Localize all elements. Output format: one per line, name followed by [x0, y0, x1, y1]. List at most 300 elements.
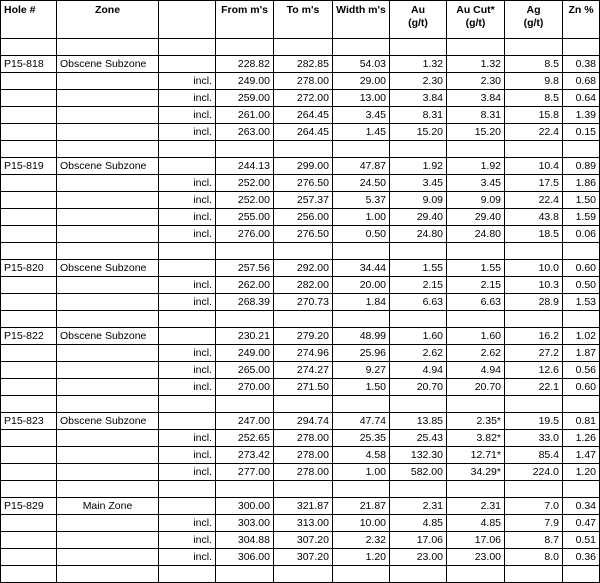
au-cell: 2.15 [390, 277, 447, 294]
au-cut-cell: 3.84 [447, 90, 505, 107]
zn-cell: 0.38 [563, 56, 600, 73]
spacer-row [1, 396, 600, 413]
hole-cell [1, 549, 57, 566]
empty-cell [563, 39, 600, 56]
empty-cell [505, 39, 563, 56]
to-cell: 313.00 [274, 515, 333, 532]
table-row [1, 192, 600, 209]
zn-cell: 1.87 [563, 345, 600, 362]
from-cell: 304.88 [216, 532, 274, 549]
empty-cell [274, 481, 333, 498]
empty-cell [505, 311, 563, 328]
from-cell: 228.82 [216, 56, 274, 73]
from-cell: 257.56 [216, 260, 274, 277]
to-cell: 270.73 [274, 294, 333, 311]
from-cell: 306.00 [216, 549, 274, 566]
empty-cell [159, 481, 216, 498]
zn-cell: 0.56 [563, 362, 600, 379]
from-cell: 249.00 [216, 345, 274, 362]
zn-cell: 1.86 [563, 175, 600, 192]
incl-cell [159, 328, 216, 345]
zn-cell: 1.02 [563, 328, 600, 345]
spacer-row [1, 141, 600, 158]
ag-cell: 27.2 [505, 345, 563, 362]
width-cell: 1.50 [333, 379, 390, 396]
empty-cell [1, 481, 57, 498]
from-cell: 268.39 [216, 294, 274, 311]
width-cell: 34.44 [333, 260, 390, 277]
header-from: From m's [216, 1, 274, 39]
ag-cell: 10.4 [505, 158, 563, 175]
empty-cell [159, 243, 216, 260]
zone-cell: Obscene Subzone [57, 413, 159, 430]
empty-cell [57, 141, 159, 158]
zn-cell: 0.50 [563, 277, 600, 294]
zone-cell [57, 124, 159, 141]
au-cut-cell: 1.92 [447, 158, 505, 175]
zone-cell [57, 549, 159, 566]
table-row [1, 362, 600, 379]
hole-cell [1, 447, 57, 464]
zn-cell: 1.39 [563, 107, 600, 124]
from-cell: 252.00 [216, 192, 274, 209]
au-cell: 13.85 [390, 413, 447, 430]
ag-cell: 224.0 [505, 464, 563, 481]
ag-cell: 28.9 [505, 294, 563, 311]
ag-cell: 15.8 [505, 107, 563, 124]
empty-cell [57, 396, 159, 413]
header-width: Width m's [333, 1, 390, 39]
zone-cell [57, 73, 159, 90]
incl-cell: incl. [159, 549, 216, 566]
width-cell: 29.00 [333, 73, 390, 90]
empty-cell [390, 311, 447, 328]
empty-cell [390, 396, 447, 413]
to-cell: 307.20 [274, 549, 333, 566]
au-cell: 2.62 [390, 345, 447, 362]
width-cell: 24.50 [333, 175, 390, 192]
header-blank [159, 1, 216, 39]
au-cell: 4.85 [390, 515, 447, 532]
incl-cell: incl. [159, 209, 216, 226]
table-row [1, 107, 600, 124]
ag-cell: 10.0 [505, 260, 563, 277]
to-cell: 278.00 [274, 430, 333, 447]
empty-cell [563, 243, 600, 260]
au-cut-cell: 17.06 [447, 532, 505, 549]
empty-cell [447, 243, 505, 260]
empty-cell [1, 311, 57, 328]
hole-cell [1, 226, 57, 243]
zone-cell [57, 379, 159, 396]
au-cell: 25.43 [390, 430, 447, 447]
au-cell: 29.40 [390, 209, 447, 226]
table-row [1, 277, 600, 294]
to-cell: 292.00 [274, 260, 333, 277]
to-cell: 272.00 [274, 90, 333, 107]
au-cell: 1.32 [390, 56, 447, 73]
incl-cell: incl. [159, 515, 216, 532]
ag-cell: 9.8 [505, 73, 563, 90]
empty-cell [505, 481, 563, 498]
ag-cell: 8.0 [505, 549, 563, 566]
from-cell: 273.42 [216, 447, 274, 464]
zn-cell: 0.81 [563, 413, 600, 430]
zn-cell: 1.53 [563, 294, 600, 311]
empty-cell [159, 396, 216, 413]
table-row [1, 430, 600, 447]
au-cell: 2.30 [390, 73, 447, 90]
to-cell: 257.37 [274, 192, 333, 209]
hole-cell: P15-819 [1, 158, 57, 175]
ag-cell: 33.0 [505, 430, 563, 447]
ag-cell: 10.3 [505, 277, 563, 294]
incl-cell: incl. [159, 430, 216, 447]
empty-cell [57, 481, 159, 498]
empty-cell [447, 39, 505, 56]
incl-cell: incl. [159, 226, 216, 243]
ag-cell: 43.8 [505, 209, 563, 226]
to-cell: 256.00 [274, 209, 333, 226]
au-cut-cell: 3.82* [447, 430, 505, 447]
incl-cell: incl. [159, 345, 216, 362]
table-row [1, 158, 600, 175]
ag-cell: 8.5 [505, 90, 563, 107]
to-cell: 294.74 [274, 413, 333, 430]
hole-cell [1, 430, 57, 447]
table-row [1, 226, 600, 243]
au-cut-cell: 2.30 [447, 73, 505, 90]
zone-cell: Obscene Subzone [57, 328, 159, 345]
width-cell: 5.37 [333, 192, 390, 209]
ag-cell: 18.5 [505, 226, 563, 243]
table-row [1, 532, 600, 549]
from-cell: 247.00 [216, 413, 274, 430]
from-cell: 303.00 [216, 515, 274, 532]
incl-cell [159, 158, 216, 175]
to-cell: 276.50 [274, 175, 333, 192]
zn-cell: 0.51 [563, 532, 600, 549]
width-cell: 1.20 [333, 549, 390, 566]
zone-cell: Obscene Subzone [57, 158, 159, 175]
au-cell: 23.00 [390, 549, 447, 566]
table-row [1, 464, 600, 481]
au-cut-cell: 4.94 [447, 362, 505, 379]
from-cell: 261.00 [216, 107, 274, 124]
zone-cell [57, 90, 159, 107]
incl-cell: incl. [159, 464, 216, 481]
zn-cell: 0.64 [563, 90, 600, 107]
au-cell: 8.31 [390, 107, 447, 124]
au-cell: 20.70 [390, 379, 447, 396]
hole-cell [1, 294, 57, 311]
au-cell: 1.55 [390, 260, 447, 277]
incl-cell: incl. [159, 73, 216, 90]
au-cut-cell: 34.29* [447, 464, 505, 481]
au-cut-cell: 1.55 [447, 260, 505, 277]
au-cut-cell: 1.60 [447, 328, 505, 345]
hole-cell [1, 277, 57, 294]
zn-cell: 0.60 [563, 379, 600, 396]
empty-cell [563, 396, 600, 413]
zone-cell: Obscene Subzone [57, 260, 159, 277]
au-cut-cell: 9.09 [447, 192, 505, 209]
hole-cell: P15-829 [1, 498, 57, 515]
zn-cell: 0.36 [563, 549, 600, 566]
zone-cell [57, 277, 159, 294]
to-cell: 274.27 [274, 362, 333, 379]
table-row [1, 328, 600, 345]
zn-cell: 1.26 [563, 430, 600, 447]
ag-cell: 7.0 [505, 498, 563, 515]
width-cell: 54.03 [333, 56, 390, 73]
width-cell: 4.58 [333, 447, 390, 464]
width-cell: 25.35 [333, 430, 390, 447]
au-cut-cell: 15.20 [447, 124, 505, 141]
zone-cell [57, 345, 159, 362]
to-cell: 321.87 [274, 498, 333, 515]
empty-cell [333, 396, 390, 413]
incl-cell: incl. [159, 90, 216, 107]
zone-cell: Main Zone [57, 498, 159, 515]
zone-cell [57, 464, 159, 481]
au-cell: 6.63 [390, 294, 447, 311]
empty-cell [1, 243, 57, 260]
ag-cell: 12.6 [505, 362, 563, 379]
width-cell: 9.27 [333, 362, 390, 379]
incl-cell: incl. [159, 175, 216, 192]
empty-cell [274, 141, 333, 158]
empty-cell [216, 39, 274, 56]
ag-cell: 16.2 [505, 328, 563, 345]
width-cell: 10.00 [333, 515, 390, 532]
table-row [1, 56, 600, 73]
au-cut-cell: 24.80 [447, 226, 505, 243]
width-cell: 1.00 [333, 209, 390, 226]
incl-cell: incl. [159, 362, 216, 379]
table-row [1, 447, 600, 464]
zn-cell: 0.34 [563, 498, 600, 515]
from-cell: 252.00 [216, 175, 274, 192]
incl-cell: incl. [159, 277, 216, 294]
width-cell: 48.99 [333, 328, 390, 345]
table-row [1, 345, 600, 362]
empty-cell [216, 141, 274, 158]
hole-cell [1, 379, 57, 396]
empty-cell [447, 396, 505, 413]
au-cut-cell: 4.85 [447, 515, 505, 532]
from-cell: 300.00 [216, 498, 274, 515]
width-cell: 3.45 [333, 107, 390, 124]
zn-cell: 0.60 [563, 260, 600, 277]
empty-cell [274, 243, 333, 260]
table-row [1, 73, 600, 90]
width-cell: 1.45 [333, 124, 390, 141]
hole-cell [1, 464, 57, 481]
to-cell: 278.00 [274, 447, 333, 464]
empty-cell [333, 243, 390, 260]
zn-cell: 0.68 [563, 73, 600, 90]
incl-cell [159, 260, 216, 277]
hole-cell: P15-822 [1, 328, 57, 345]
table-row [1, 549, 600, 566]
empty-cell [274, 311, 333, 328]
empty-cell [57, 39, 159, 56]
to-cell: 299.00 [274, 158, 333, 175]
to-cell: 282.00 [274, 277, 333, 294]
empty-cell [333, 141, 390, 158]
empty-cell [1, 39, 57, 56]
au-cut-cell: 2.62 [447, 345, 505, 362]
empty-cell [505, 141, 563, 158]
zn-cell: 1.47 [563, 447, 600, 464]
width-cell: 21.87 [333, 498, 390, 515]
empty-cell [1, 141, 57, 158]
width-cell: 20.00 [333, 277, 390, 294]
table-row [1, 260, 600, 277]
empty-cell [333, 481, 390, 498]
table-body [1, 39, 600, 583]
au-cell: 17.06 [390, 532, 447, 549]
header-zn: Zn % [563, 1, 600, 39]
empty-cell [333, 39, 390, 56]
to-cell: 264.45 [274, 124, 333, 141]
au-cell: 3.45 [390, 175, 447, 192]
incl-cell: incl. [159, 294, 216, 311]
hole-cell [1, 175, 57, 192]
zn-cell: 0.47 [563, 515, 600, 532]
spacer-row [1, 243, 600, 260]
to-cell: 282.85 [274, 56, 333, 73]
au-cut-cell: 23.00 [447, 549, 505, 566]
empty-cell [57, 243, 159, 260]
zone-cell [57, 175, 159, 192]
incl-cell: incl. [159, 107, 216, 124]
empty-cell [216, 243, 274, 260]
incl-cell [159, 413, 216, 430]
to-cell: 278.00 [274, 73, 333, 90]
au-cell: 9.09 [390, 192, 447, 209]
hole-cell: P15-818 [1, 56, 57, 73]
table-row [1, 515, 600, 532]
width-cell: 1.00 [333, 464, 390, 481]
empty-cell [159, 39, 216, 56]
au-cut-cell: 8.31 [447, 107, 505, 124]
empty-cell [274, 396, 333, 413]
hole-cell [1, 192, 57, 209]
empty-cell [159, 311, 216, 328]
empty-cell [563, 481, 600, 498]
zone-cell [57, 430, 159, 447]
zn-cell: 0.15 [563, 124, 600, 141]
zone-cell [57, 447, 159, 464]
au-cell: 4.94 [390, 362, 447, 379]
ag-cell: 85.4 [505, 447, 563, 464]
hole-cell [1, 209, 57, 226]
zn-cell: 1.59 [563, 209, 600, 226]
au-cell: 1.60 [390, 328, 447, 345]
empty-cell [274, 39, 333, 56]
table-row [1, 294, 600, 311]
ag-cell: 8.7 [505, 532, 563, 549]
header-au-cut: Au Cut* (g/t) [447, 1, 505, 39]
hole-cell [1, 73, 57, 90]
to-cell: 274.96 [274, 345, 333, 362]
from-cell: 255.00 [216, 209, 274, 226]
au-cut-cell: 3.45 [447, 175, 505, 192]
incl-cell [159, 56, 216, 73]
to-cell: 276.50 [274, 226, 333, 243]
empty-cell [159, 141, 216, 158]
empty-cell [216, 311, 274, 328]
table-row [1, 124, 600, 141]
table-row [1, 90, 600, 107]
empty-cell [390, 141, 447, 158]
incl-cell: incl. [159, 447, 216, 464]
empty-cell [216, 481, 274, 498]
width-cell: 47.74 [333, 413, 390, 430]
hole-cell [1, 362, 57, 379]
table-row [1, 379, 600, 396]
zone-cell [57, 362, 159, 379]
header-to: To m's [274, 1, 333, 39]
from-cell: 249.00 [216, 73, 274, 90]
empty-cell [216, 396, 274, 413]
zone-cell: Obscene Subzone [57, 56, 159, 73]
table-row [1, 498, 600, 515]
from-cell: 252.65 [216, 430, 274, 447]
empty-cell [390, 39, 447, 56]
ag-cell: 8.5 [505, 56, 563, 73]
zone-cell [57, 107, 159, 124]
width-cell: 25.96 [333, 345, 390, 362]
zn-cell: 0.89 [563, 158, 600, 175]
incl-cell: incl. [159, 379, 216, 396]
hole-cell [1, 345, 57, 362]
au-cut-cell: 20.70 [447, 379, 505, 396]
table-row [1, 413, 600, 430]
to-cell: 271.50 [274, 379, 333, 396]
hole-cell [1, 124, 57, 141]
hole-cell: P15-823 [1, 413, 57, 430]
zn-cell: 0.06 [563, 226, 600, 243]
au-cut-cell: 2.35* [447, 413, 505, 430]
ag-cell: 17.5 [505, 175, 563, 192]
header-zone: Zone [57, 1, 159, 39]
from-cell: 270.00 [216, 379, 274, 396]
header-au: Au (g/t) [390, 1, 447, 39]
au-cut-cell: 1.32 [447, 56, 505, 73]
empty-cell [563, 141, 600, 158]
zone-cell [57, 515, 159, 532]
au-cell: 15.20 [390, 124, 447, 141]
au-cell: 132.30 [390, 447, 447, 464]
incl-cell: incl. [159, 124, 216, 141]
zone-cell [57, 209, 159, 226]
ag-cell: 7.9 [505, 515, 563, 532]
au-cell: 3.84 [390, 90, 447, 107]
to-cell: 307.20 [274, 532, 333, 549]
from-cell: 277.00 [216, 464, 274, 481]
zn-cell: 1.20 [563, 464, 600, 481]
empty-cell [447, 141, 505, 158]
table-row [1, 209, 600, 226]
hole-cell [1, 107, 57, 124]
width-cell: 13.00 [333, 90, 390, 107]
empty-cell [447, 311, 505, 328]
empty-cell [505, 396, 563, 413]
ag-cell: 19.5 [505, 413, 563, 430]
